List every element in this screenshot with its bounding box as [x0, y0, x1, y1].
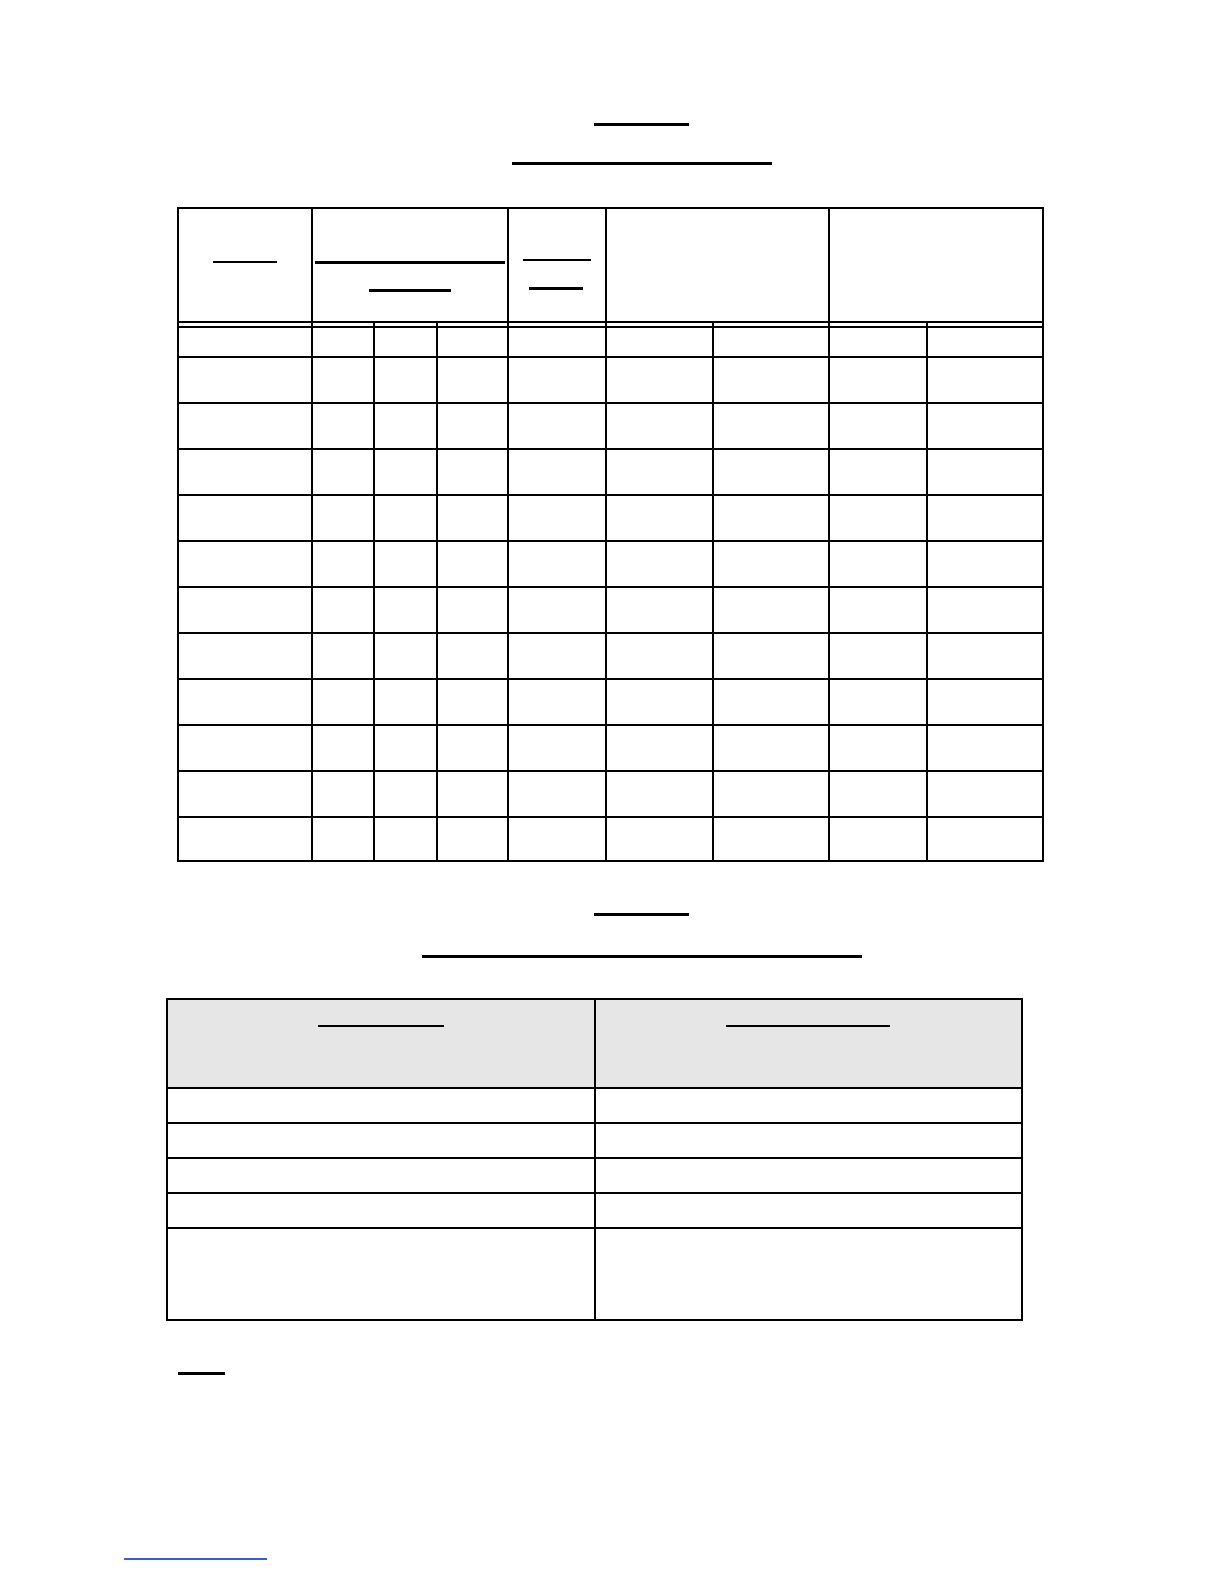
- table1-row-sep: [177, 770, 1044, 772]
- table1-header-rule-2: [177, 326, 1044, 328]
- table2-header-rule: [166, 1087, 1023, 1089]
- table1-header-col2-sub: [369, 289, 451, 292]
- table1-row-sep: [177, 678, 1044, 680]
- table2-row-sep: [166, 1122, 1023, 1124]
- table1-row-sep: [177, 816, 1044, 818]
- footer-link[interactable]: [124, 1558, 267, 1560]
- table1-header-col1: [213, 261, 277, 263]
- table2-row-sep: [166, 1227, 1023, 1229]
- table1-col-sep: [712, 321, 714, 862]
- table1-col-sep: [436, 321, 438, 862]
- table1-row-sep: [177, 632, 1044, 634]
- table1-header-rule: [177, 321, 1044, 323]
- table1-row-sep: [177, 448, 1044, 450]
- table1-col-sep: [926, 321, 928, 862]
- table2-header-col1: [318, 1025, 444, 1027]
- table2-header-col2: [726, 1025, 890, 1027]
- table2-title: [594, 913, 689, 916]
- table1-col-sep: [373, 321, 375, 862]
- table1-header-col3-sub: [529, 287, 583, 290]
- table2-col-sep: [594, 998, 596, 1321]
- table1-row-sep: [177, 724, 1044, 726]
- table1-row-sep: [177, 494, 1044, 496]
- table1-row-sep: [177, 540, 1044, 542]
- table1: [177, 207, 1044, 862]
- table1-col-sep: [605, 207, 607, 862]
- table2-subtitle: [422, 955, 862, 958]
- table1-frame: [177, 207, 1044, 862]
- table2: [166, 998, 1023, 1321]
- table1-header-col2: [315, 261, 505, 264]
- table1-col-sep: [828, 207, 830, 862]
- table1-header-col3: [523, 259, 591, 261]
- note-label: [178, 1372, 225, 1375]
- table1-subtitle: [512, 162, 772, 165]
- table2-row-sep: [166, 1157, 1023, 1159]
- table2-row-sep: [166, 1192, 1023, 1194]
- table1-row-sep: [177, 402, 1044, 404]
- table1-title: [594, 123, 689, 126]
- table1-row-sep: [177, 586, 1044, 588]
- table1-row-sep: [177, 356, 1044, 358]
- table1-col-sep: [311, 207, 313, 862]
- table1-col-sep: [507, 207, 509, 862]
